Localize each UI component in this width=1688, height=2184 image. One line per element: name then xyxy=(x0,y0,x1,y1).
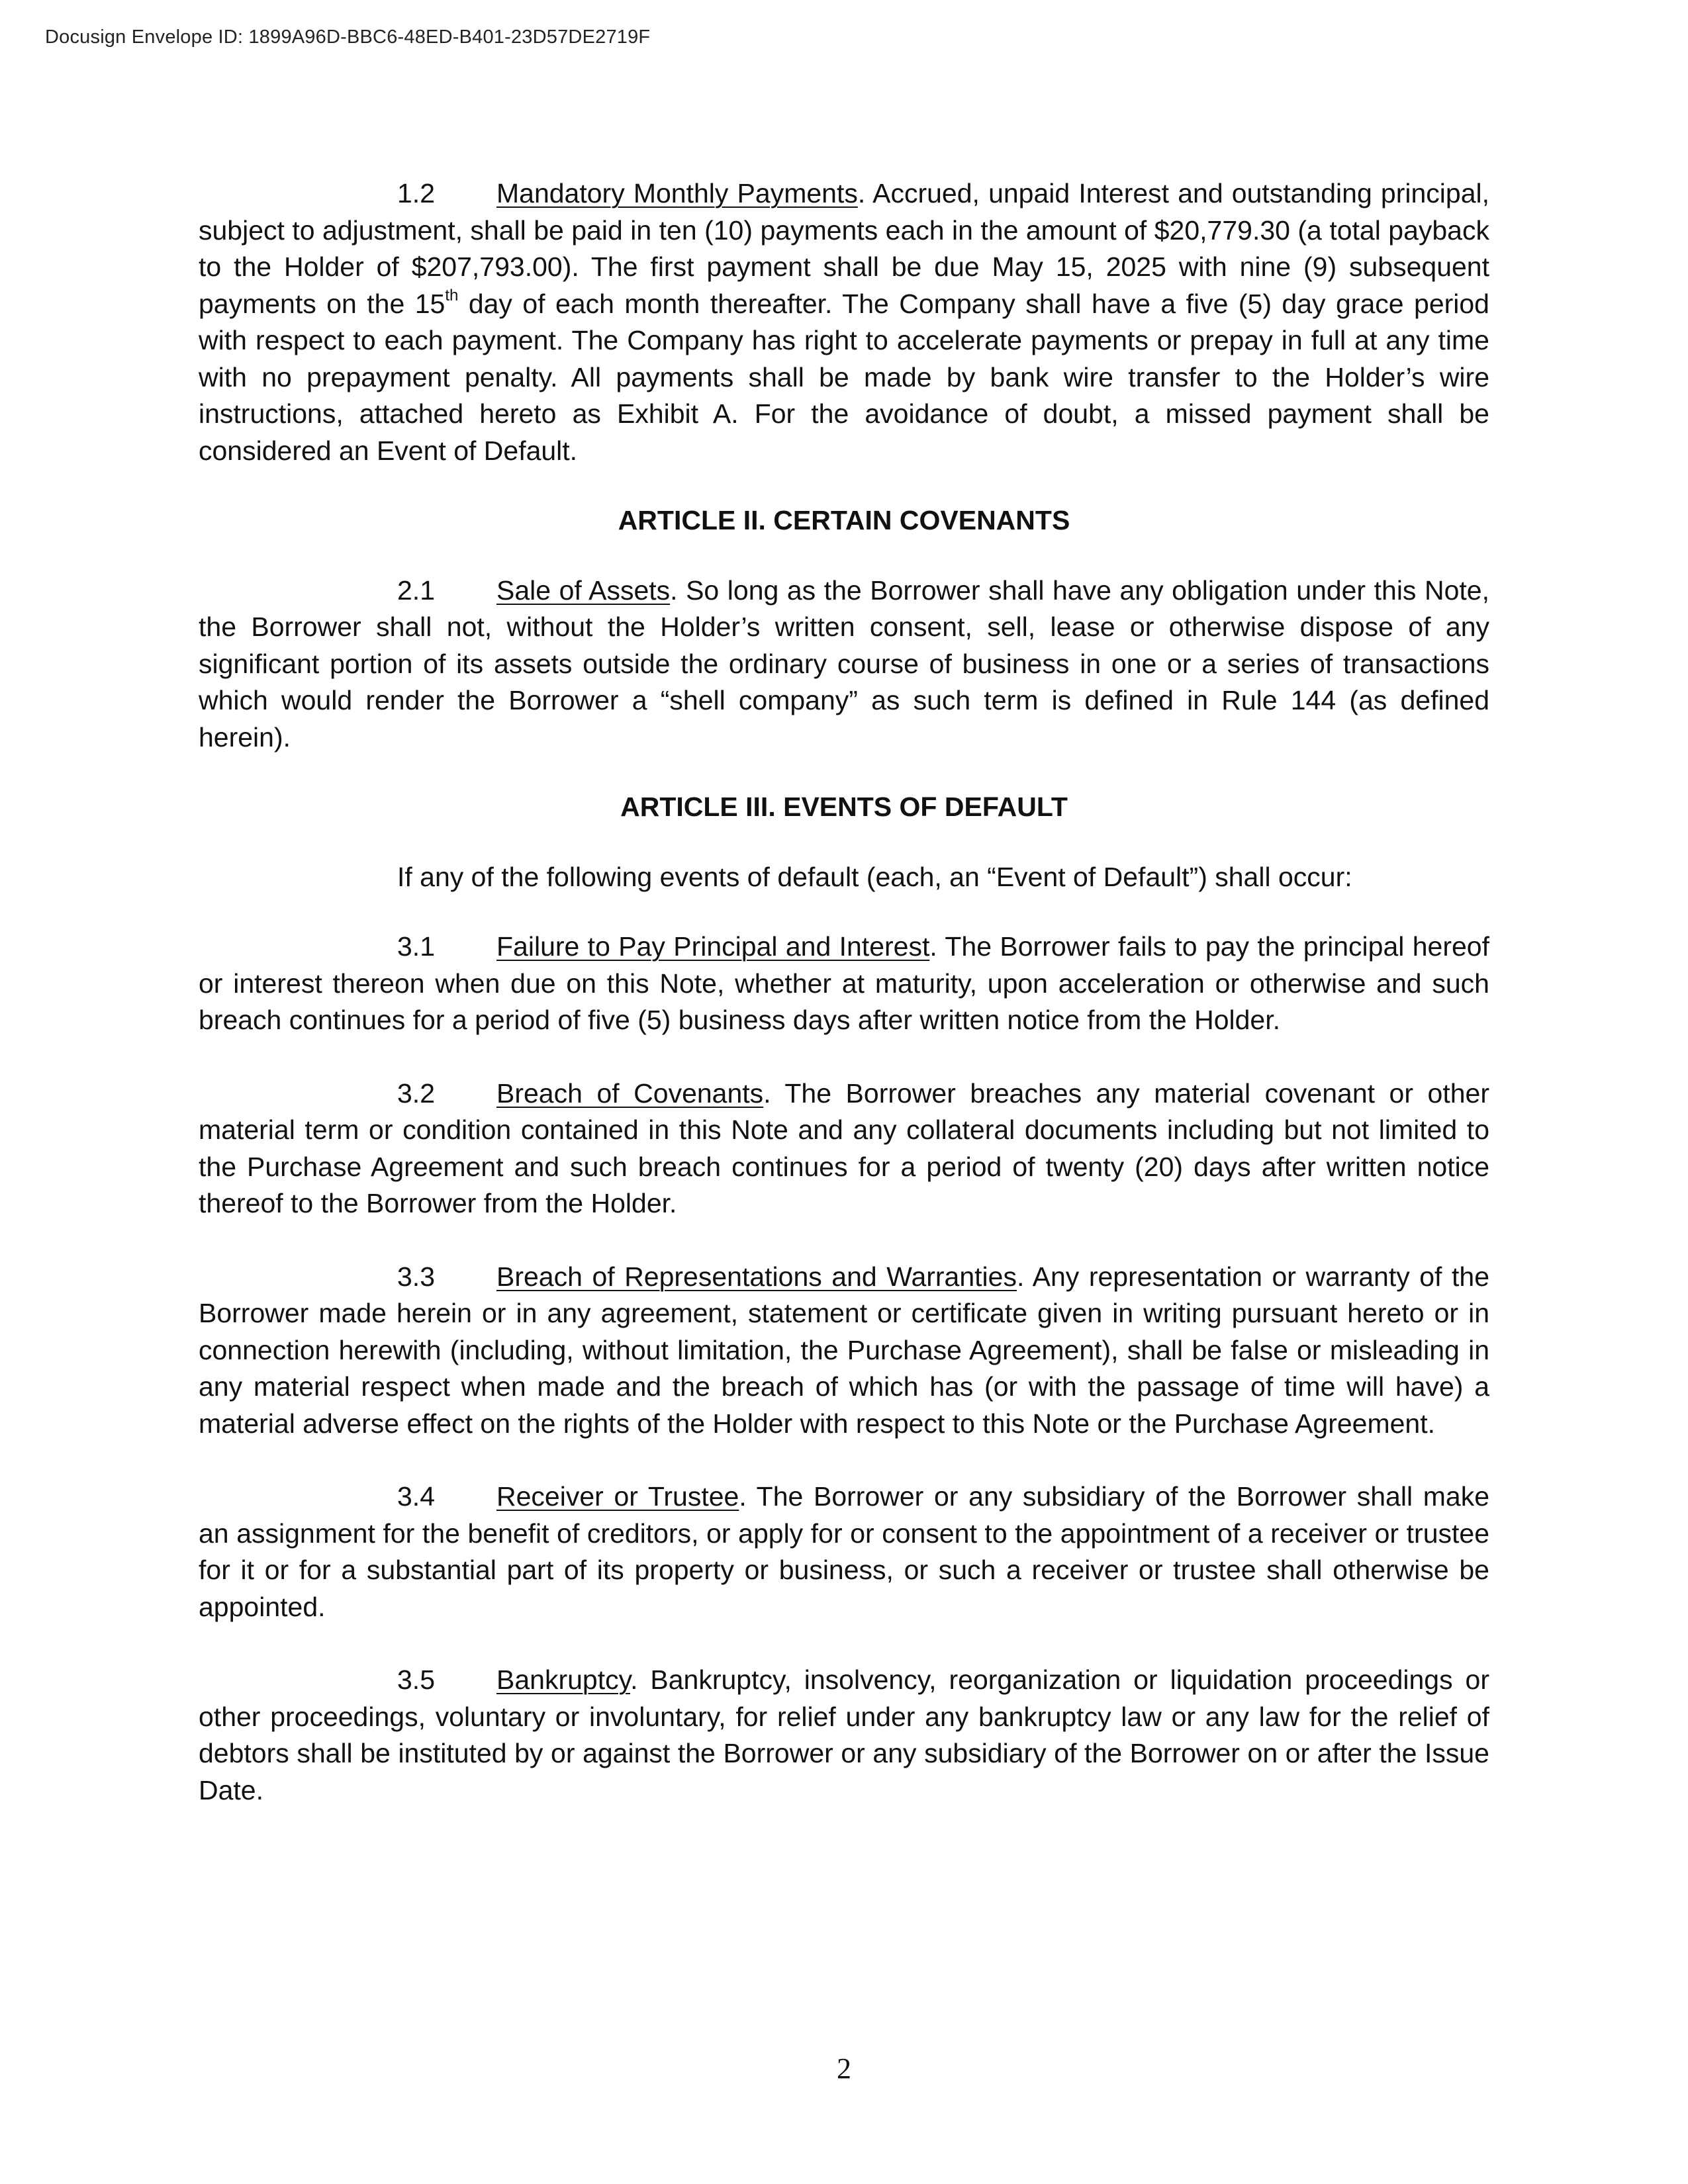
section-caption: Breach of Covenants xyxy=(496,1077,764,1109)
section-text: . Accrued, unpaid Interest and outstanding principal, subject to adjustment, shall be paid in ten (10) payments each in the amount of $20,779.30 (a total payback to the Holder of $207,793.00). The first payment shall be due May 15, 2025 with nine (9) subsequent payments on the 15 xyxy=(199,178,1489,319)
section-text: . The Borrower or any subsidiary of the Borrower shall make an assignment for the benefit of creditors, or apply for or consent to the appointment of a receiver or trustee for it or for a substantial part of its property or business, or such a receiver or trustee shall otherwise be appointed. xyxy=(199,1481,1490,1622)
section-number: 3.1 xyxy=(397,931,435,962)
section-3-2 xyxy=(199,1075,1489,1222)
article-2-heading: ARTICLE II. CERTAIN COVENANTS xyxy=(618,505,1070,535)
section-number: 3.3 xyxy=(397,1261,435,1292)
section-text: . The Borrower fails to pay the principal hereof or interest thereon when due on this Note, whether at maturity, upon acceleration or otherwise and such breach continues for a period of five (5) business days after written notice from the Holder. xyxy=(199,931,1489,1035)
section-3-3 xyxy=(199,1259,1489,1443)
ordinal-suffix: th xyxy=(445,286,459,304)
section-3-5 xyxy=(199,1662,1489,1809)
section-caption: Sale of Assets xyxy=(496,574,671,606)
section-number: 1.2 xyxy=(397,178,435,208)
section-3-4 xyxy=(199,1479,1489,1625)
section-caption: Bankruptcy xyxy=(496,1664,631,1695)
docusign-envelope-id: Docusign Envelope ID: 1899A96D-BBC6-48ED-B401-23D57DE2719F xyxy=(45,26,651,48)
events-of-default-intro: If any of the following events of default (each, an “Event of Default”) shall occur: xyxy=(397,861,1352,892)
section-number: 3.4 xyxy=(397,1481,435,1512)
section-caption: Failure to Pay Principal and Interest xyxy=(496,931,930,962)
section-number: 3.2 xyxy=(397,1077,435,1109)
section-text: . Bankruptcy, insolvency, reorganization or liquidation proceedings or other proceedings, voluntary or involuntary, for relief under any bankruptcy law or any law for the relief of debtors shall be instituted by or against the Borrower or any subsidiary of the Borrower on or after the Issue Date. xyxy=(199,1664,1489,1805)
section-number: 2.1 xyxy=(397,574,435,606)
section-1-2 xyxy=(199,175,1489,469)
section-caption: Mandatory Monthly Payments xyxy=(496,178,858,208)
document-body xyxy=(199,175,1489,1809)
section-number: 3.5 xyxy=(397,1664,435,1695)
section-text: . The Borrower breaches any material covenant or other material term or condition contained in this Note and any collateral documents including but not limited to the Purchase Agreement and such breach continues for a period of twenty (20) days after written notice thereof to the Borrower from the Holder. xyxy=(199,1077,1489,1218)
section-caption: Breach of Representations and Warranties xyxy=(496,1261,1017,1292)
section-3-1 xyxy=(199,929,1489,1039)
section-2-1 xyxy=(199,572,1489,756)
section-text: . So long as the Borrower shall have any obligation under this Note, the Borrower shall not, without the Holder’s written consent, sell, lease or otherwise dispose of any significant portion of its assets outside the ordinary course of business in one or a series of transactions which would render the Borrower a “shell company” as such term is defined in Rule 144 (as defined herein). xyxy=(199,574,1489,752)
article-3-heading: ARTICLE III. EVENTS OF DEFAULT xyxy=(620,792,1068,822)
section-caption: Receiver or Trustee xyxy=(496,1481,739,1512)
page-number: 2 xyxy=(837,2052,851,2085)
section-text-continued: day of each month thereafter. The Company shall have a five (5) day grace period with respect to each payment. The Company has right to accelerate payments or prepay in full at any time with no prepayment penalty. All payments shall be made by bank wire transfer to the Holder’s wire instructions, attached hereto as Exhibit A. For the avoidance of doubt, a missed payment shall be considered an Event of Default. xyxy=(199,288,1489,466)
section-text: . Any representation or warranty of the Borrower made herein or in any agreement, statement or certificate given in writing pursuant hereto or in connection herewith (including, without limitation, the Purchase Agreement), shall be false or misleading in any material respect when made and the breach of which has (or with the passage of time will have) a material adverse effect on the rights of the Holder with respect to this Note or the Purchase Agreement. xyxy=(199,1261,1489,1439)
